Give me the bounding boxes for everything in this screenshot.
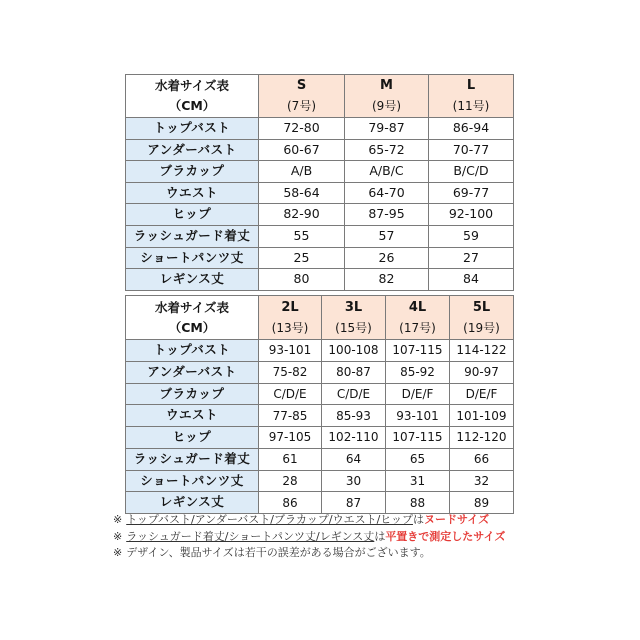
row-label: ショートパンツ丈 [126, 470, 259, 492]
size-value: 72-80 [259, 118, 345, 140]
size-value: A/B [259, 161, 345, 183]
note-size-tolerance [113, 545, 533, 562]
size-value: C/D/E [322, 383, 386, 405]
size-value: 92-100 [429, 204, 514, 226]
size-header-2l [259, 296, 322, 340]
header-row [126, 75, 514, 118]
note-text: デザイン、製品サイズは若干の誤差がある場合がございます。 [126, 546, 431, 559]
size-header-m [345, 75, 429, 118]
size-value: 79-87 [345, 118, 429, 140]
size-header-3l [322, 296, 386, 340]
size-label: L [466, 78, 476, 93]
size-value: 114-122 [450, 340, 514, 362]
size-value: 107-115 [386, 427, 450, 449]
size-value: 85-92 [386, 361, 450, 383]
size-value: 64 [322, 448, 386, 470]
row-label: ヒップ [126, 204, 259, 226]
size-value: 107-115 [386, 340, 450, 362]
row-label: ブラカップ [126, 383, 259, 405]
size-value: A/B/C [345, 161, 429, 183]
size-header-s [259, 75, 345, 118]
note-mark: ※ [113, 513, 123, 526]
size-number: (13号) [271, 320, 309, 335]
row-label: ウエスト [126, 182, 259, 204]
note-particle: は [412, 513, 424, 526]
size-value: 65-72 [345, 139, 429, 161]
row-label: ショートパンツ丈 [126, 247, 259, 269]
size-value: 59 [429, 225, 514, 247]
size-value: 58-64 [259, 182, 345, 204]
chart-title: 水着サイズ表 [154, 78, 229, 93]
row-label: レギンス丈 [126, 492, 259, 514]
note-mark: ※ [113, 546, 123, 559]
row-label: トップバスト [126, 118, 259, 140]
table-row-rashguard-length [126, 448, 514, 470]
chart-title-cell [126, 75, 259, 118]
size-number: (17号) [399, 320, 436, 335]
note-subject: トップバスト/アンダーバスト/ブラカップ/ウエスト/ヒップ [126, 513, 413, 526]
size-value: 85-93 [322, 405, 386, 427]
note-highlight: ヌードサイズ [423, 513, 490, 526]
row-label: アンダーバスト [126, 139, 259, 161]
table-row-shorts-length [126, 247, 514, 269]
size-value: 90-97 [450, 361, 514, 383]
size-value: 89 [450, 492, 514, 514]
chart-title-cell [126, 296, 259, 340]
table-row-top-bust [126, 340, 514, 362]
size-value: 66 [450, 448, 514, 470]
size-value: 75-82 [259, 361, 322, 383]
size-value: 28 [259, 470, 322, 492]
size-value: 26 [345, 247, 429, 269]
row-label: ウエスト [126, 405, 259, 427]
size-value: 82-90 [259, 204, 345, 226]
size-label: 2L [281, 299, 299, 315]
row-label: レギンス丈 [126, 269, 259, 291]
size-value: 64-70 [345, 182, 429, 204]
size-number: (9号) [372, 99, 401, 113]
size-value: 30 [322, 470, 386, 492]
size-number: (7号) [287, 99, 316, 113]
row-label: ブラカップ [126, 161, 259, 183]
size-chart-s-m-l [125, 74, 514, 291]
size-label: 3L [344, 299, 363, 315]
size-value: 82 [345, 269, 429, 291]
size-value: 70-77 [429, 139, 514, 161]
size-value: 86-94 [429, 118, 514, 140]
note-highlight: 平置きで測定したサイズ [385, 529, 506, 543]
size-value: 80 [259, 269, 345, 291]
size-value: 27 [429, 247, 514, 269]
note-nude-size [113, 512, 533, 529]
size-value: 60-67 [259, 139, 345, 161]
size-value: 112-120 [450, 427, 514, 449]
size-value: 61 [259, 448, 322, 470]
size-value: 77-85 [259, 405, 322, 427]
table-row-under-bust [126, 139, 514, 161]
note-particle: は [374, 529, 386, 543]
size-value: 102-110 [322, 427, 386, 449]
chart-unit: （CM） [168, 319, 216, 335]
table-row-leggings-length [126, 269, 514, 291]
size-value: 93-101 [386, 405, 450, 427]
size-value: 87-95 [345, 204, 429, 226]
table-row-shorts-length [126, 470, 514, 492]
table-row-bra-cup [126, 161, 514, 183]
size-value: 32 [450, 470, 514, 492]
size-value: 80-87 [322, 361, 386, 383]
row-label: ラッシュガード着丈 [126, 225, 259, 247]
size-label: 5L [472, 299, 491, 315]
size-value: 100-108 [322, 340, 386, 362]
table-row-bra-cup [126, 383, 514, 405]
size-value: B/C/D [429, 161, 514, 183]
row-label: ラッシュガード着丈 [126, 448, 259, 470]
table-row-waist [126, 405, 514, 427]
size-value: 25 [259, 247, 345, 269]
size-value: 57 [345, 225, 429, 247]
row-label: アンダーバスト [126, 361, 259, 383]
size-value: D/E/F [450, 383, 514, 405]
size-label: S [296, 78, 307, 93]
table-row-leggings-length [126, 492, 514, 514]
size-label: 4L [408, 299, 427, 315]
size-value: 93-101 [259, 340, 322, 362]
size-value: 97-105 [259, 427, 322, 449]
size-value: 31 [386, 470, 450, 492]
table-row-top-bust [126, 118, 514, 140]
size-header-l [429, 75, 514, 118]
size-number: (11号) [452, 99, 490, 113]
size-value: 88 [386, 492, 450, 514]
table-row-rashguard-length [126, 225, 514, 247]
size-value: 87 [322, 492, 386, 514]
table-row-hip [126, 427, 514, 449]
table-row-hip [126, 204, 514, 226]
size-value: C/D/E [259, 383, 322, 405]
size-value: 55 [259, 225, 345, 247]
table-row-under-bust [126, 361, 514, 383]
size-value: 101-109 [450, 405, 514, 427]
size-number: (15号) [335, 320, 372, 335]
note-mark: ※ [113, 529, 123, 543]
chart-unit: （CM） [168, 98, 216, 113]
size-chart-2l-5l [125, 295, 514, 514]
size-header-4l [386, 296, 450, 340]
size-notes [113, 512, 533, 562]
size-value: 69-77 [429, 182, 514, 204]
row-label: トップバスト [126, 340, 259, 362]
size-value: 86 [259, 492, 322, 514]
chart-title: 水着サイズ表 [154, 299, 229, 315]
note-flat-measurement [113, 529, 533, 546]
note-subject: ラッシュガード着丈/ショートパンツ丈/レギンス丈 [126, 529, 375, 543]
size-value: 84 [429, 269, 514, 291]
size-value: 65 [386, 448, 450, 470]
header-row [126, 296, 514, 340]
size-header-5l [450, 296, 514, 340]
size-label: M [380, 78, 393, 93]
row-label: ヒップ [126, 427, 259, 449]
size-number: (19号) [463, 320, 500, 335]
size-value: D/E/F [386, 383, 450, 405]
table-row-waist [126, 182, 514, 204]
